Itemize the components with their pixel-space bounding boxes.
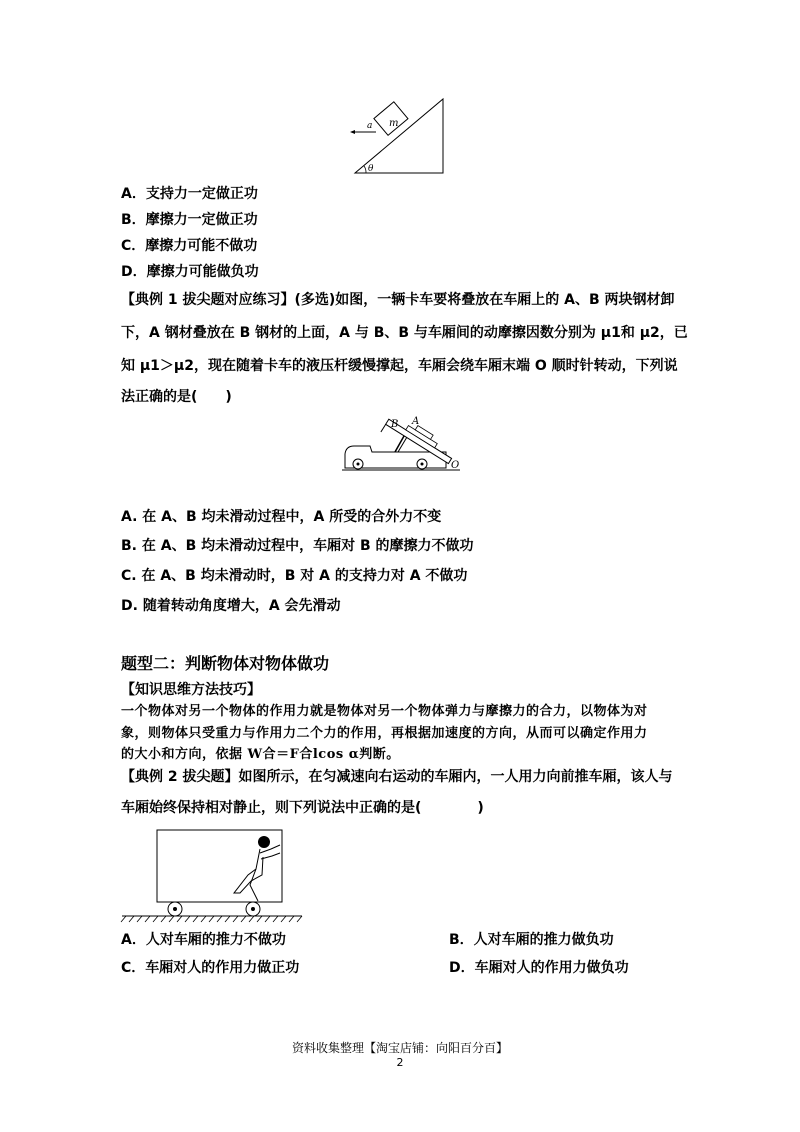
example1-line-1: 【典例 1 拔尖题对应练习】(多选)如图，一辆卡车要将叠放在车厢上的 A、B 两块钢材卸 (121, 292, 675, 308)
page-number: 2 (396, 1056, 404, 1069)
example2-option-d: D．车厢对人的作用力做负功 (449, 960, 629, 976)
mass-label: m (389, 118, 399, 129)
section-title: 题型二：判断物体对物体做功 (121, 654, 330, 673)
label-b: B (391, 419, 399, 430)
example1-line-2: 下，A 钢材叠放在 B 钢材的上面，A 与 B、B 与车厢间的动摩擦因数分别为 μ1和 μ2，已 (121, 325, 688, 341)
example2-option-b: B．人对车厢的推力做负功 (449, 932, 614, 948)
knowledge-heading: 【知识思维方法技巧】 (121, 682, 261, 698)
q1-option-a: A．支持力一定做正功 (121, 186, 258, 202)
knowledge-line-1: 一个物体对另一个物体的作用力就是物体对另一个物体弹力与摩擦力的合力，以物体为对 (121, 704, 648, 719)
example2-option-a: A．人对车厢的推力不做功 (121, 932, 286, 948)
label-o: O (451, 460, 460, 471)
example2-option-c: C．车厢对人的作用力做正功 (121, 960, 300, 976)
example1-option-a: A. 在 A、B 均未滑动过程中，A 所受的合外力不变 (121, 509, 442, 525)
example1-line-3: 知 μ1＞μ2，现在随着卡车的液压杆缓慢撑起，车厢会绕车厢末端 O 顺时针转动，下列说 (121, 358, 678, 374)
q1-option-b: B．摩擦力一定做正功 (121, 212, 258, 228)
example2-line-1: 【典例 2 拔尖题】如图所示，在匀减速向右运动的车厢内，一人用力向前推车厢，该人与 (121, 769, 673, 785)
example2-line-2: 车厢始终保持相对静止，则下列说法中正确的是( ) (121, 800, 484, 816)
incline-figure (340, 95, 460, 177)
example1-line-4: 法正确的是( ) (121, 389, 232, 405)
knowledge-line-2: 象，则物体只受重力与作用力二个力的作用，再根据加速度的方向，从而可以确定作用力 (121, 726, 648, 741)
knowledge-line-3: 的大小和方向，依据 W合＝F合lcos α判断。 (121, 747, 400, 762)
truck-figure (340, 408, 465, 474)
q1-option-c: C．摩擦力可能不做功 (121, 238, 258, 254)
example1-option-b: B. 在 A、B 均未滑动过程中，车厢对 B 的摩擦力不做功 (121, 538, 474, 554)
angle-label: θ (368, 164, 374, 174)
q1-option-d: D．摩擦力可能做负功 (121, 264, 259, 280)
carriage-figure (120, 825, 305, 925)
example1-option-d: D. 随着转动角度增大，A 会先滑动 (121, 598, 341, 614)
label-a: A (412, 416, 420, 427)
acceleration-label: a (367, 121, 373, 131)
footer-text: 资料收集整理【淘宝店铺：向阳百分百】 (291, 1041, 508, 1055)
example1-option-c: C. 在 A、B 均未滑动时，B 对 A 的支持力对 A 不做功 (121, 568, 468, 584)
